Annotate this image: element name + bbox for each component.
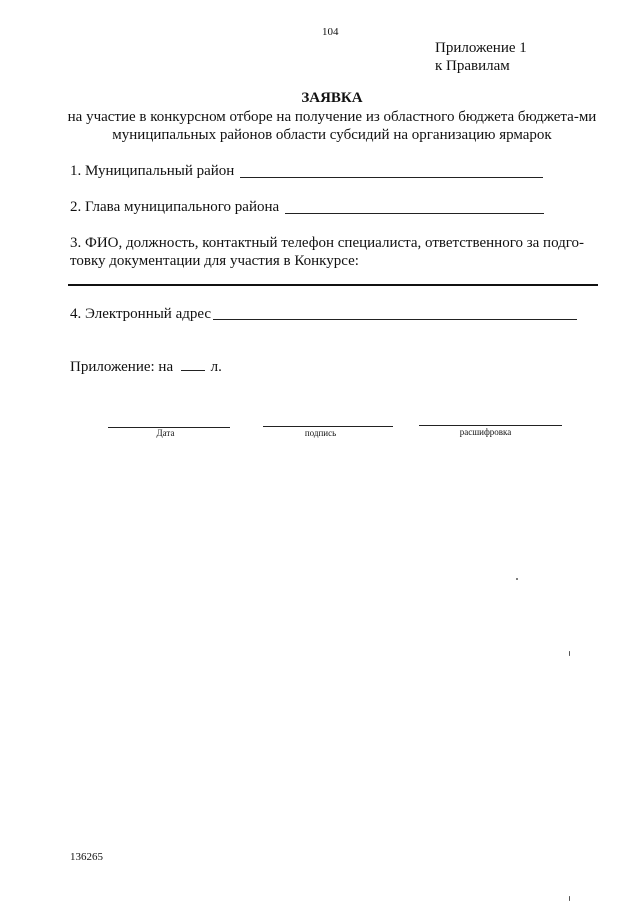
date-label: Дата: [156, 428, 175, 438]
appendix-line-1: Приложение 1: [435, 40, 527, 56]
field-specialist-blank[interactable]: [68, 284, 598, 286]
scan-speck: [569, 896, 570, 901]
field-head-of-district-label: 2. Глава муниципального района: [70, 199, 280, 215]
decoding-blank[interactable]: [419, 425, 562, 426]
field-municipal-district-label: 1. Муниципальный район: [70, 163, 235, 179]
document-subtitle: на участие в конкурсном отборе на получение из областного бюджета бюджета-ми муниципальных районов области субсидий на организацию ярмарок: [67, 109, 597, 143]
footer-code: 136265: [70, 851, 103, 863]
page-number: 104: [322, 26, 339, 38]
appendix-line-2: к Правилам: [435, 58, 510, 74]
attachment-prefix: Приложение: на: [70, 359, 174, 375]
field-municipal-district-blank[interactable]: [240, 177, 543, 178]
field-email-label: 4. Электронный адрес: [70, 306, 212, 322]
attachment-suffix: л.: [210, 359, 222, 375]
document-title: ЗАЯВКА: [301, 90, 363, 106]
attachment-pages-blank[interactable]: [181, 370, 205, 371]
attachment-line: [70, 359, 222, 376]
field-head-of-district-blank[interactable]: [285, 213, 544, 214]
field-email-blank[interactable]: [213, 319, 577, 320]
field-specialist-label-line2: товку документации для участия в Конкурсе:: [70, 253, 359, 269]
signature-label: подпись: [304, 428, 337, 438]
appendix-reference: [435, 39, 527, 75]
signature-blank[interactable]: [263, 426, 393, 427]
decoding-label: расшифровка: [459, 427, 512, 437]
scan-speck: [569, 651, 570, 656]
scan-speck: [516, 578, 518, 580]
field-specialist-label-line1: 3. ФИО, должность, контактный телефон специалиста, ответственного за подго-: [70, 235, 585, 251]
